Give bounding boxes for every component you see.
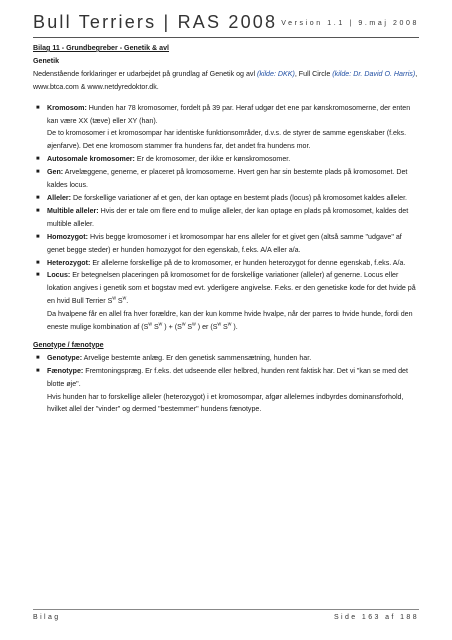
page-content bbox=[33, 42, 419, 416]
superscript: w bbox=[112, 295, 116, 302]
intro-source-harris: (kilde: Dr. David O. Harris) bbox=[332, 69, 416, 78]
locus-text: . bbox=[126, 297, 129, 306]
term-item-alleler bbox=[33, 192, 419, 205]
term-item-genotype bbox=[33, 352, 419, 365]
term-label: Locus: bbox=[47, 271, 71, 280]
term-text: Hvis begge kromosomer i et kromosompar har ens alleler for et givet gen (altså samme "udgave" af genet begge steder) er hunden homozygot for den egenskab, f.eks. A/A eller a/a. bbox=[47, 232, 402, 254]
bullet-icon: ■ bbox=[36, 272, 40, 279]
term-label: Kromosom: bbox=[47, 103, 87, 112]
term-text: Arvelige bestemte anlæg. Er den genetisk sammensætning, hunden har. bbox=[82, 353, 312, 362]
term-item-gen bbox=[33, 166, 419, 192]
term-label: Multible alleler: bbox=[47, 206, 99, 215]
bullet-icon: ■ bbox=[36, 207, 40, 214]
term-text: Hvis der er tale om flere end to mulige alleler, der kan optage en plads på kromosomet, kaldes det multible alleler. bbox=[47, 206, 409, 228]
bullet-icon: ■ bbox=[36, 194, 40, 201]
term-text: Er de kromosomer, der ikke er kønskromosomer. bbox=[134, 155, 291, 164]
term-item-homozygot bbox=[33, 231, 419, 257]
intro-text-c: , Full Circle bbox=[294, 69, 333, 78]
superscript: w bbox=[122, 295, 127, 302]
term-label: Alleler: bbox=[47, 193, 72, 202]
term-label: Autosomale kromosomer: bbox=[47, 155, 135, 164]
footer-section-label: Bilag bbox=[33, 614, 61, 621]
term-label: Heterozygot: bbox=[47, 258, 91, 267]
locus-text: S bbox=[115, 297, 123, 306]
intro-text-a: Nedenstående forklaringer er udarbejdet på grundlag af Genetik og avl bbox=[33, 69, 257, 78]
term-text: Hunden har 78 kromosomer, fordelt på 39 par. Heraf udgør det ene par kønskromosomerne, der enten kan være XX (tæve) eller XY (han). bbox=[47, 103, 411, 125]
bullet-icon: ■ bbox=[36, 367, 40, 374]
intro-source-dkk: (kilde: DKK) bbox=[257, 69, 295, 78]
term-extra-text: De to kromosomer i et kromosompar har identiske funktionsområder, d.v.s. de styrer de samme egenskaber (f.eks. øjenfarve). Det ene kromosom stammer fra hundens far, det andet fra hundens mor. bbox=[47, 129, 407, 151]
bullet-icon: ■ bbox=[36, 233, 40, 240]
document-title: Bull Terriers | RAS 2008 bbox=[33, 12, 278, 32]
genotype-list bbox=[33, 352, 419, 417]
bullet-icon: ■ bbox=[36, 156, 40, 163]
term-label: Genotype: bbox=[47, 353, 83, 362]
intro-text-e: , www.btca.com & www.netdyredoktor.dk. bbox=[33, 69, 418, 91]
bullet-icon: ■ bbox=[36, 259, 40, 266]
section-title: Bilag 11 - Grundbegreber - Genetik & avl bbox=[33, 44, 170, 52]
locus-text: Er betegnelsen placeringen på kromosomet for de forskellige variationer (alleler) af generne. Locus eller lokation angives i genetik som et bogstav med evt. yderligere angivelse. F.eks. er den genetiske kode for det hvide på en hvid Bull Terrier S bbox=[47, 271, 416, 306]
terms-list bbox=[33, 102, 419, 334]
term-text: Er allelerne forskellige på de to kromosomer, er hunden heterozygot for denne egenskab, f.eks. A/a. bbox=[90, 258, 406, 267]
intro-paragraph bbox=[33, 68, 419, 94]
genetik-heading: Genetik bbox=[33, 56, 60, 65]
bullet-icon: ■ bbox=[36, 104, 40, 111]
term-text: De forskellige variationer af et gen, der kan optage en bestemt plads (locus) på kromosomet kaldes alleler. bbox=[71, 193, 408, 202]
term-label: Gen: bbox=[47, 168, 64, 177]
term-item-heterozygot bbox=[33, 257, 419, 270]
header-divider bbox=[33, 37, 419, 38]
term-item-faenotype bbox=[33, 365, 419, 417]
term-item-autosomale bbox=[33, 153, 419, 166]
locus-extra-text: Da hvalpene får en allel fra hver forældre, kan der kun komme hvide hvalpe, når der parres to hvide hunde, fordi den eneste mulige kombination af ($S^w$ $S^w$ ) + ($S^w$ $S^w$ ) er ($S^w$ $S^w$ ). bbox=[47, 310, 413, 332]
genotype-heading: Genotype / fænotype bbox=[33, 340, 104, 349]
term-label: Homozygot: bbox=[47, 232, 88, 241]
version-label: Version 1.1 | 9.maj 2008 bbox=[281, 20, 419, 27]
bullet-icon: ■ bbox=[36, 354, 40, 361]
term-text: Arvelæggene, generne, er placeret på kromosomerne. Hvert gen har sin bestemte plads på kromosomet. Det kaldes locus. bbox=[47, 168, 408, 190]
term-label: Fænotype: bbox=[47, 366, 84, 375]
term-text: Fremtoningspræg. Er f.eks. det udseende eller helbred, hunden rent faktisk har. Det vi "kan se med det blotte øje". bbox=[47, 366, 408, 388]
page-number: Side 163 af 188 bbox=[333, 614, 419, 621]
term-item-multible-alleler bbox=[33, 205, 419, 231]
footer-divider bbox=[33, 609, 419, 610]
term-item-locus bbox=[33, 269, 419, 334]
page-header bbox=[33, 12, 419, 38]
term-extra-text: Hvis hunden har to forskellige alleler (heterozygot) i et kromosompar, afgør allelernes indbyrdes dominansforhold, hvilket allel der "vinder" og dermed "bestemmer" hundens fænotype. bbox=[47, 392, 404, 414]
term-item-kromosom bbox=[33, 102, 419, 154]
bullet-icon: ■ bbox=[36, 169, 40, 176]
